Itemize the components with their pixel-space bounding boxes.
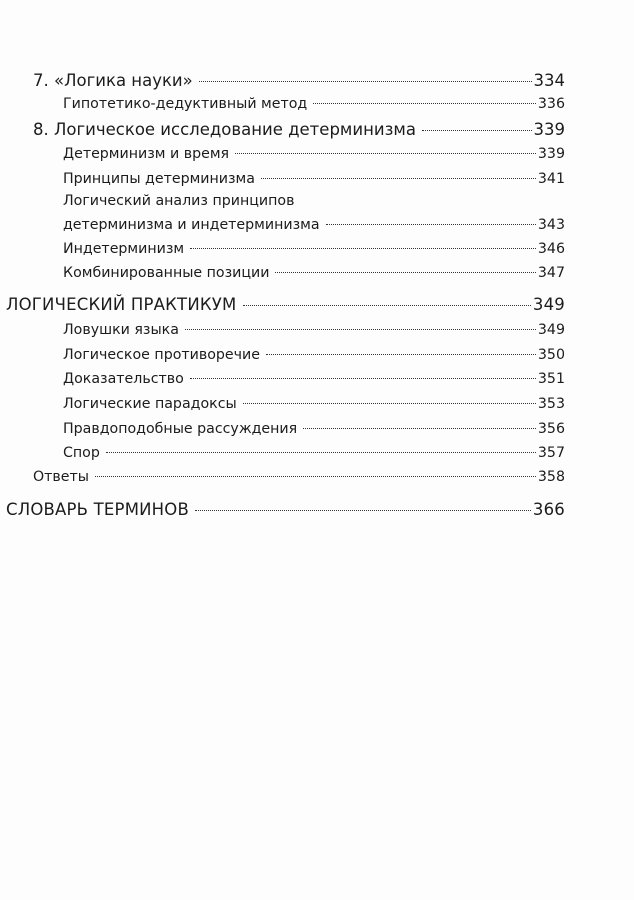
- dot-leader: [243, 305, 531, 306]
- entry-title: Спор: [63, 445, 100, 461]
- toc-entry-determinism-principles: [63, 171, 565, 187]
- toc-entry-logical-analysis-line2: [63, 217, 565, 233]
- toc-entry-logical-practicum: [6, 295, 565, 314]
- toc-entry-hypothetico-deductive: [63, 96, 565, 112]
- page-number: 357: [537, 445, 565, 461]
- entry-title: Правдоподобные рассуждения: [63, 421, 298, 437]
- entry-title: 8. Логическое исследование детерминизма: [33, 120, 416, 139]
- entry-title: детерминизма и индетерминизма: [63, 217, 320, 233]
- toc-entry-logic-of-science: [33, 71, 565, 90]
- entry-title: Логический анализ принципов: [63, 193, 295, 209]
- toc-entry-logical-analysis-line1: [63, 193, 565, 209]
- toc-entry-glossary: [6, 500, 565, 519]
- page-number: 351: [537, 371, 565, 387]
- dot-leader: [190, 248, 536, 249]
- dot-leader: [185, 329, 536, 330]
- dot-leader: [275, 272, 535, 273]
- dot-leader: [313, 103, 536, 104]
- entry-title: 7. «Логика науки»: [33, 71, 193, 90]
- dot-leader: [303, 428, 536, 429]
- dot-leader: [243, 403, 536, 404]
- page-number: 341: [537, 171, 565, 187]
- dot-leader: [95, 476, 536, 477]
- page-number: 358: [537, 469, 565, 485]
- dot-leader: [422, 130, 532, 131]
- toc-entry-dispute: [63, 445, 565, 461]
- entry-title: Доказательство: [63, 371, 184, 387]
- toc-entry-determinism-time: [63, 146, 565, 162]
- page-number: 343: [537, 217, 565, 233]
- toc-entry-indeterminism: [63, 241, 565, 257]
- dot-leader: [195, 510, 531, 511]
- toc-entry-logical-contradiction: [63, 347, 565, 363]
- entry-title: Гипотетико-дедуктивный метод: [63, 96, 308, 112]
- page-number: 349: [532, 295, 565, 314]
- toc-entry-proof: [63, 371, 565, 387]
- toc-entry-determinism-study: [33, 120, 565, 139]
- toc-entry-language-traps: [63, 322, 565, 338]
- page-number: 356: [537, 421, 565, 437]
- dot-leader: [235, 153, 536, 154]
- entry-title: ЛОГИЧЕСКИЙ ПРАКТИКУМ: [6, 295, 237, 314]
- entry-title: Детерминизм и время: [63, 146, 230, 162]
- dot-leader: [326, 224, 536, 225]
- entry-title: Комбинированные позиции: [63, 265, 270, 281]
- dot-leader: [106, 452, 536, 453]
- page-number: 339: [537, 146, 565, 162]
- entry-title: Логическое противоречие: [63, 347, 260, 363]
- page-number: 339: [533, 120, 565, 139]
- dot-leader: [199, 81, 532, 82]
- page-number: 350: [537, 347, 565, 363]
- page-number: 349: [537, 322, 565, 338]
- page-number: 353: [537, 396, 565, 412]
- toc-entry-answers: [33, 469, 565, 485]
- page-number: 334: [533, 71, 565, 90]
- toc-entry-combined-positions: [63, 265, 565, 281]
- entry-title: СЛОВАРЬ ТЕРМИНОВ: [6, 500, 189, 519]
- page-number: 336: [537, 96, 565, 112]
- entry-title: Ответы: [33, 469, 89, 485]
- page-number: 347: [537, 265, 565, 281]
- page-number: 346: [537, 241, 565, 257]
- dot-leader: [261, 178, 536, 179]
- entry-title: Логические парадоксы: [63, 396, 237, 412]
- page-number: 366: [532, 500, 565, 519]
- toc-entry-plausible-reasoning: [63, 421, 565, 437]
- dot-leader: [266, 354, 536, 355]
- dot-leader: [190, 378, 536, 379]
- entry-title: Принципы детерминизма: [63, 171, 255, 187]
- entry-title: Ловушки языка: [63, 322, 179, 338]
- entry-title: Индетерминизм: [63, 241, 185, 257]
- toc-entry-logical-paradoxes: [63, 396, 565, 412]
